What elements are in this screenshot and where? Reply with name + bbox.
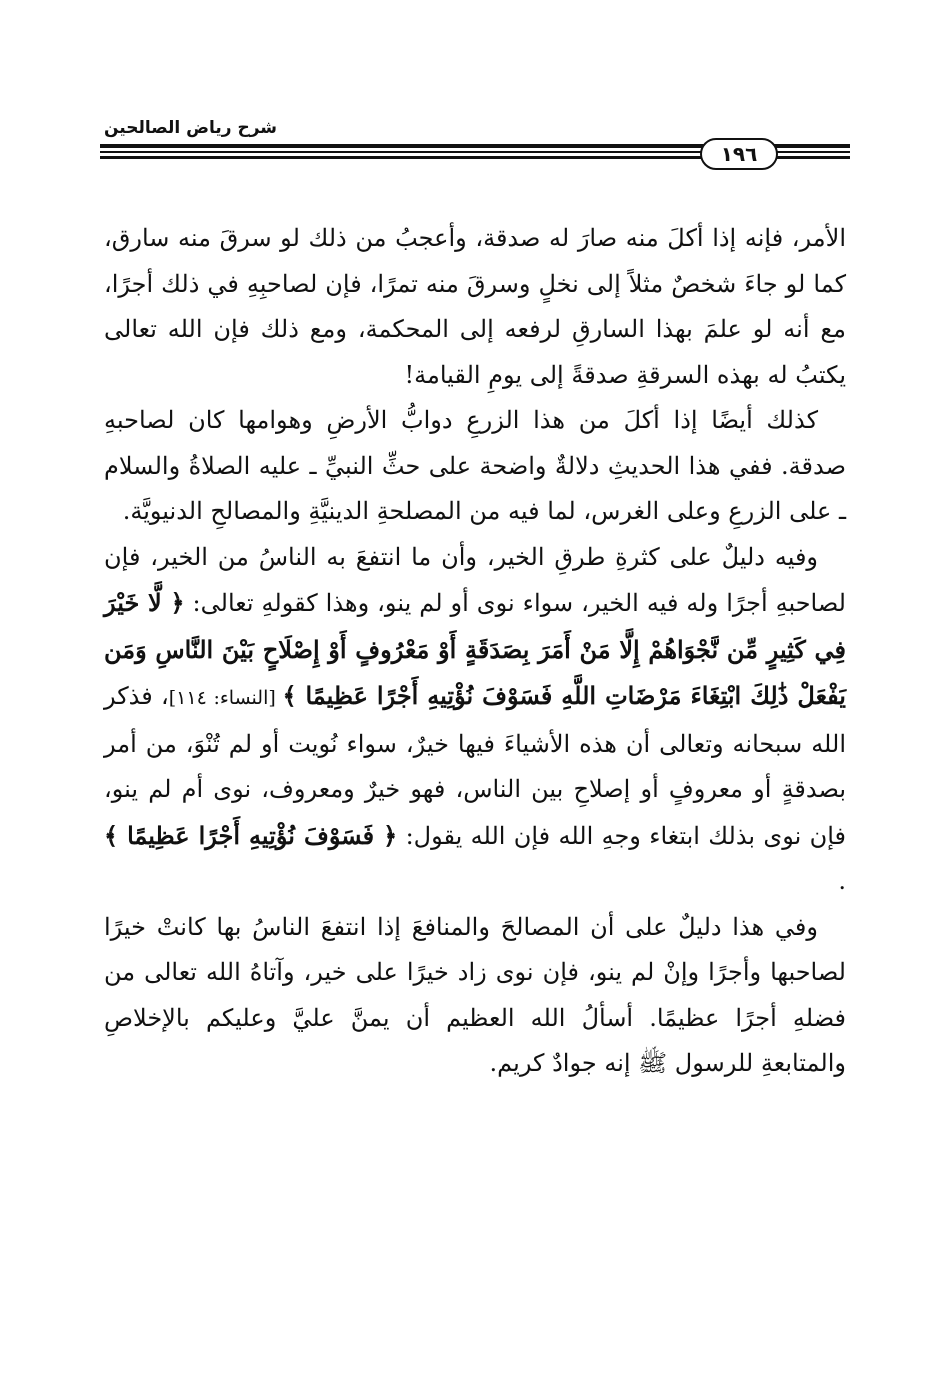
paragraph-4: وفي هذا دليلٌ على أن المصالحَ والمنافعَ إذا انتفعَ الناسُ بها كانتْ خيرًا لصاحبها وأجرًا وإنْ لم ينو، فإن نوى زاد خيرًا على خير، وآتاهُ الله تعالى من فضلهِ أجرًا عظيمًا. أسألُ الله العظيم أن يمنَّ عليَّ وعليكم بالإخلاصِ والمتابعةِ للرسول ﷺ إنه جوادٌ كريم.	[104, 912, 846, 1077]
paragraph-2: كذلك أيضًا إذا أكلَ من هذا الزرعِ دوابُّ الأرضِ وهوامها كان لصاحبهِ صدقة. ففي هذا الحديثِ دلالةٌ واضحة على حثِّ النبيِّ ـ عليه الصلاةُ والسلام ـ على الزرعِ وعلى الغرس، لما فيه من المصلحةِ الدينيَّةِ والمصالحِ الدنيويَّة.	[104, 406, 846, 525]
paragraph-3	[104, 535, 846, 905]
quran-verse: ﴿ لَّا خَيْرَ فِي كَثِيرٍ مِّن نَّجْوَاهُمْ إِلَّا مَنْ أَمَرَ بِصَدَقَةٍ أَوْ مَعْرُوفٍ أَوْ إِصْلَاحٍ بَيْنَ النَّاسِ وَمَن يَفْعَلْ ذَٰلِكَ ابْتِغَاءَ مَرْضَاتِ اللَّهِ فَسَوْفَ نُؤْتِيهِ أَجْرًا عَظِيمًا ﴾	[104, 588, 846, 710]
paragraph-3-intro: وفيه دليلٌ على كثرةِ طرقِ الخير، وأن ما انتفعَ به الناسُ من الخير، فإن لصاحبهِ أجرًا وله فيه الخير، سواء نوى أو لم ينو، وهذا كقولهِ تعالى:	[104, 542, 846, 617]
paragraph-3-body: ، فذكر الله سبحانه وتعالى أن هذه الأشياءَ فيها خيرٌ، سواء نُويت أو لم تُنْوَ، من أمر بصدقةٍ أو معروفٍ أو إصلاحِ بين الناس، فهو خيرٌ ومعروف، نوى أم لم ينو، فإن نوى بذلك ابتغاء وجهِ الله فإن الله يقول:	[104, 682, 847, 850]
quran-verse-short: ﴿ فَسَوْفَ نُؤْتِيهِ أَجْرًا عَظِيمًا ﴾	[104, 820, 398, 850]
page-body	[104, 216, 846, 1087]
paragraph-3-end: .	[838, 867, 846, 895]
book-title: شرح رياض الصالحين	[104, 118, 278, 138]
page-number: ١٩٦	[700, 138, 778, 170]
page-header	[100, 112, 850, 182]
paragraph-1: الأمر، فإنه إذا أكلَ منه صارَ له صدقة، وأعجبُ من ذلك لو سرقَ منه سارق، كما لو جاءَ شخصٌ مثلاً إلى نخلٍ وسرقَ منه تمرًا، فإن لصاحبِهِ في ذلك أجرًا، مع أنه لو علمَ بهذا السارقِ لرفعه إلى المحكمة، ومع ذلك فإن الله تعالى يكتبُ له بهذه السرقةِ صدقةً إلى يومِ القيامة!	[104, 224, 846, 389]
verse-reference: [النساء: ١١٤]	[168, 687, 283, 709]
